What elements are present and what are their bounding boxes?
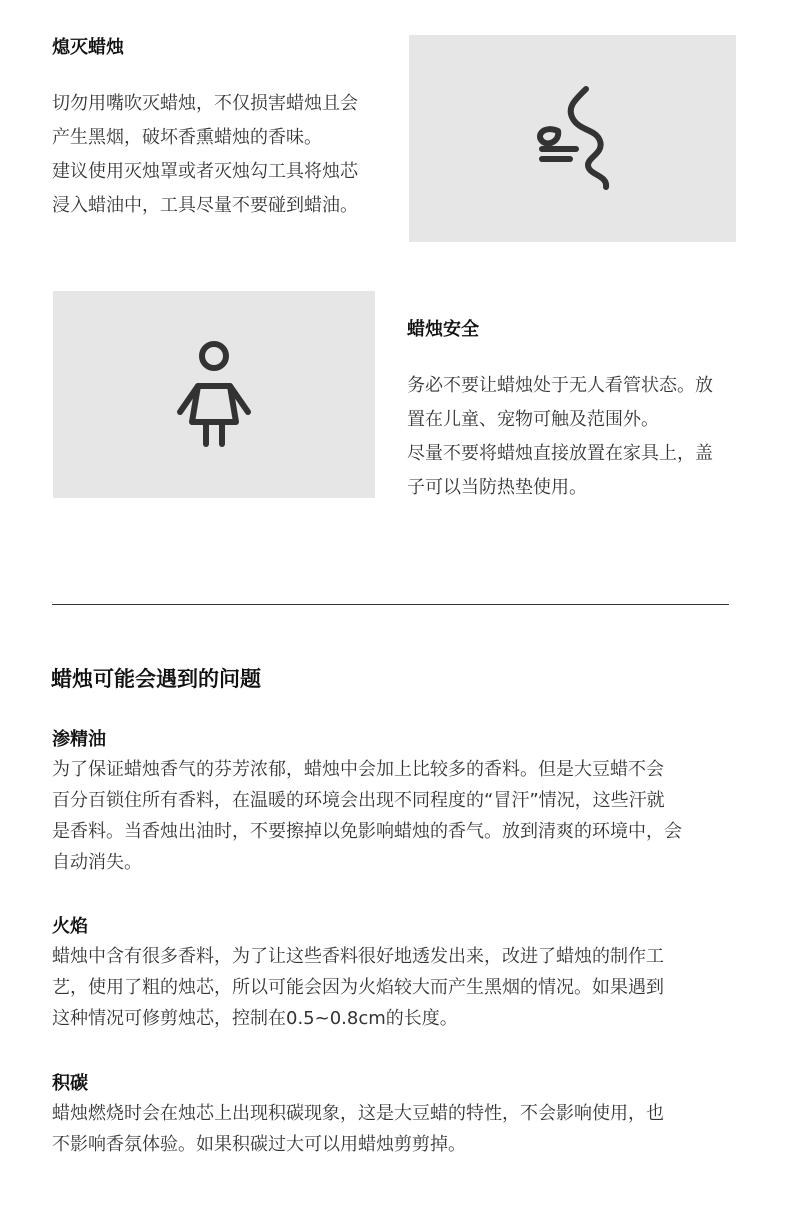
safety-line: 尽量不要将蜡烛直接放置在家具上，盖 bbox=[407, 443, 713, 464]
problem-title: 渗精油 bbox=[52, 729, 106, 750]
extinguish-line: 切勿用嘴吹灭蜡烛，不仅损害蜡烛且会 bbox=[52, 93, 358, 114]
child-icon bbox=[174, 340, 254, 450]
problem-title: 火焰 bbox=[52, 916, 88, 937]
problem-title: 积碳 bbox=[52, 1073, 88, 1094]
problem-line: 百分百锁住所有香料，在温暖的环境会出现不同程度的“冒汗”情况，这些汗就 bbox=[52, 790, 665, 811]
safety-title: 蜡烛安全 bbox=[407, 319, 479, 340]
problem-line: 自动消失。 bbox=[52, 852, 142, 873]
problems-heading: 蜡烛可能会遇到的问题 bbox=[51, 667, 261, 691]
extinguish-image bbox=[409, 35, 736, 242]
problem-line: 不影响香氛体验。如果积碳过大可以用蜡烛剪剪掉。 bbox=[52, 1134, 466, 1155]
safety-section bbox=[407, 318, 747, 505]
problem-text bbox=[52, 941, 752, 1034]
safety-image bbox=[53, 291, 375, 498]
problem-text bbox=[52, 754, 752, 878]
extinguish-text bbox=[52, 87, 402, 223]
problem-line: 艺，使用了粗的烛芯，所以可能会因为火焰较大而产生黑烟的情况。如果遇到 bbox=[52, 977, 664, 998]
safety-text bbox=[407, 369, 747, 505]
problem-line: 蜡烛中含有很多香料，为了让这些香料很好地透发出来，改进了蜡烛的制作工 bbox=[52, 946, 664, 967]
extinguish-line: 产生黑烟，破坏香熏蜡烛的香味。 bbox=[52, 127, 322, 148]
safety-line: 务必不要让蜡烛处于无人看管状态。放 bbox=[407, 375, 713, 396]
extinguish-line: 建议使用灭烛罩或者灭烛勾工具将烛芯 bbox=[52, 161, 358, 182]
safety-line: 置在儿童、宠物可触及范围外。 bbox=[407, 409, 659, 430]
problem-text bbox=[52, 1098, 752, 1160]
safety-line: 子可以当防热垫使用。 bbox=[407, 477, 587, 498]
problem-carbon-buildup bbox=[52, 1070, 752, 1160]
problem-line: 蜡烛燃烧时会在烛芯上出现积碳现象，这是大豆蜡的特性，不会影响使用，也 bbox=[52, 1103, 664, 1124]
problem-flame bbox=[52, 913, 752, 1034]
extinguish-title: 熄灭蜡烛 bbox=[52, 37, 124, 58]
problem-line: 这种情况可修剪烛芯，控制在0.5~0.8cm的长度。 bbox=[52, 1008, 458, 1029]
extinguish-section bbox=[52, 36, 402, 223]
extinguish-line: 浸入蜡油中，工具尽量不要碰到蜡油。 bbox=[52, 195, 358, 216]
problem-line: 是香料。当香烛出油时，不要擦掉以免影响蜡烛的香气。放到清爽的环境中，会 bbox=[52, 821, 682, 842]
problem-oil-seepage bbox=[52, 726, 752, 878]
no-blowing-icon bbox=[518, 79, 628, 199]
section-divider bbox=[52, 604, 729, 605]
problem-line: 为了保证蜡烛香气的芬芳浓郁，蜡烛中会加上比较多的香料。但是大豆蜡不会 bbox=[52, 759, 664, 780]
